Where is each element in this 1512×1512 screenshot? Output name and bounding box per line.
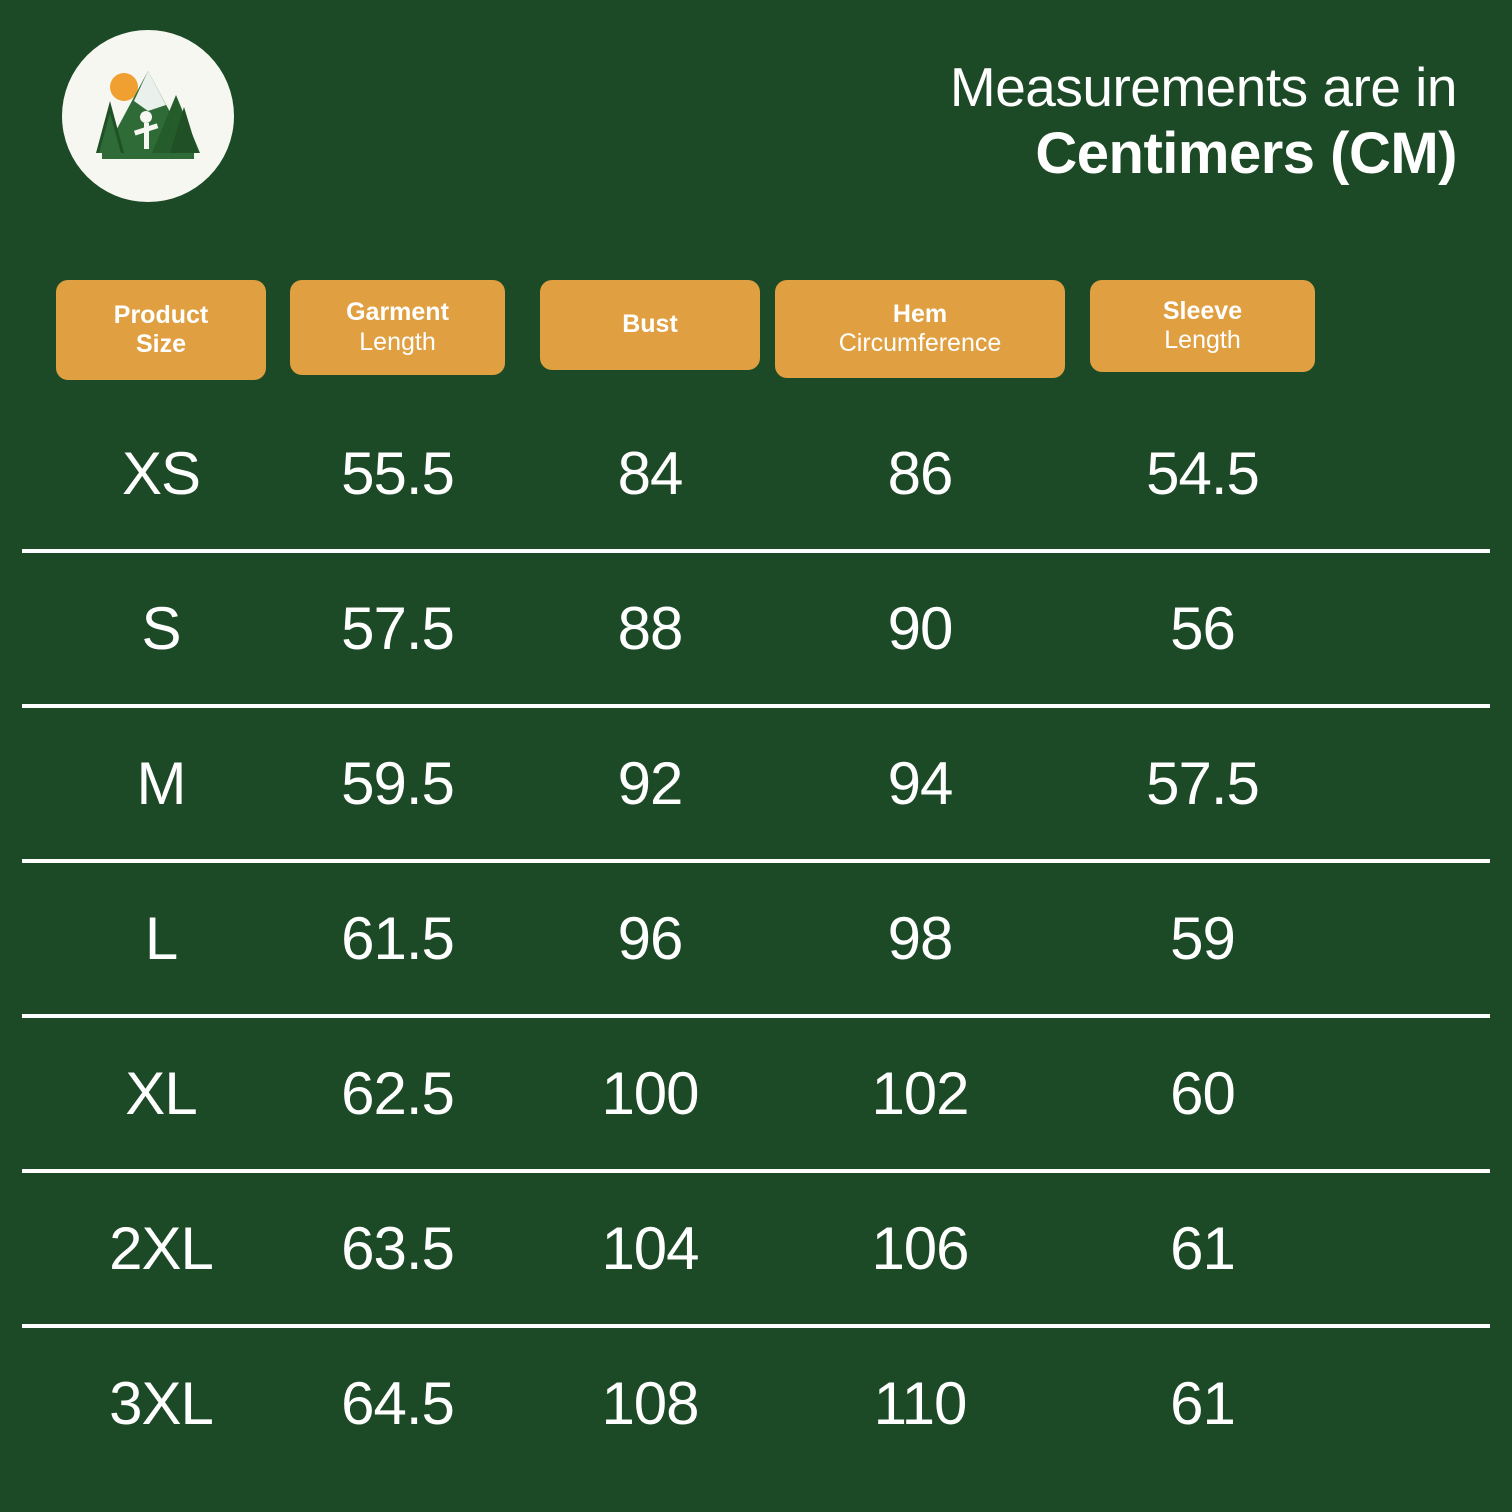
table-row — [22, 708, 1490, 859]
cell-hem-circumference: 98 — [887, 905, 953, 972]
title-block — [950, 58, 1457, 186]
cell-hem-circumference: 110 — [873, 1370, 967, 1437]
header-cell-garment-length — [270, 258, 525, 375]
cell-bust: 108 — [601, 1370, 699, 1437]
cell-bust: 84 — [617, 440, 683, 507]
cell-size: L — [144, 905, 178, 972]
measurement-note-line1: Measurements are in — [949, 56, 1457, 118]
table-row — [22, 1018, 1490, 1169]
measurement-unit-line2: Centimers (CM) — [1035, 121, 1457, 187]
header-cell-bust — [525, 258, 775, 370]
cell-garment-length: 55.5 — [341, 440, 454, 507]
header-cell-product-size — [52, 258, 270, 380]
header — [0, 0, 1512, 258]
cell-size: XS — [121, 440, 201, 507]
header-label-bold: Hem — [892, 299, 948, 328]
table-header-row — [22, 258, 1490, 398]
header-label-light: Length — [1164, 326, 1241, 354]
table-row — [22, 863, 1490, 1014]
cell-sleeve-length: 61 — [1170, 1215, 1235, 1282]
header-label-bold: Garment — [346, 298, 449, 326]
cell-bust: 88 — [617, 595, 683, 662]
cell-garment-length: 63.5 — [341, 1215, 454, 1282]
cell-bust: 104 — [601, 1215, 699, 1282]
header-label-bold: Bust — [622, 310, 678, 339]
cell-hem-circumference: 106 — [871, 1215, 969, 1282]
cell-hem-circumference: 102 — [871, 1060, 969, 1127]
brand-logo — [62, 30, 234, 202]
table-row — [22, 398, 1490, 549]
table-row — [22, 553, 1490, 704]
cell-sleeve-length: 59 — [1170, 905, 1235, 972]
cell-bust: 92 — [617, 750, 683, 817]
header-label-light: Size — [135, 330, 186, 358]
header-label-bold: Sleeve — [1162, 296, 1243, 325]
size-chart-table — [22, 258, 1490, 1479]
cell-size: XL — [125, 1060, 197, 1127]
cell-sleeve-length: 57.5 — [1146, 750, 1259, 817]
cell-size: M — [136, 750, 186, 817]
cell-hem-circumference: 90 — [887, 595, 953, 662]
cell-sleeve-length: 60 — [1170, 1060, 1235, 1127]
mountain-forest-hiker-icon — [88, 61, 208, 171]
cell-hem-circumference: 94 — [887, 750, 953, 817]
table-row — [22, 1173, 1490, 1324]
cell-size: S — [141, 595, 181, 662]
header-cell-hem-circumference — [775, 258, 1065, 378]
cell-sleeve-length: 56 — [1170, 595, 1235, 662]
cell-garment-length: 61.5 — [341, 905, 454, 972]
cell-garment-length: 59.5 — [341, 750, 454, 817]
cell-sleeve-length: 54.5 — [1146, 440, 1259, 507]
cell-bust: 96 — [617, 905, 683, 972]
header-label-light: Circumference — [838, 329, 1002, 357]
cell-size: 2XL — [109, 1215, 213, 1282]
header-label-bold: Product — [113, 300, 209, 329]
cell-sleeve-length: 61 — [1170, 1370, 1235, 1437]
cell-garment-length: 62.5 — [341, 1060, 454, 1127]
table-row — [22, 1328, 1490, 1479]
cell-garment-length: 57.5 — [341, 595, 454, 662]
cell-garment-length: 64.5 — [341, 1370, 454, 1437]
cell-bust: 100 — [601, 1060, 699, 1127]
cell-hem-circumference: 86 — [887, 440, 953, 507]
cell-size: 3XL — [109, 1370, 213, 1437]
header-label-light: Length — [359, 327, 436, 356]
header-cell-sleeve-length — [1065, 258, 1340, 372]
